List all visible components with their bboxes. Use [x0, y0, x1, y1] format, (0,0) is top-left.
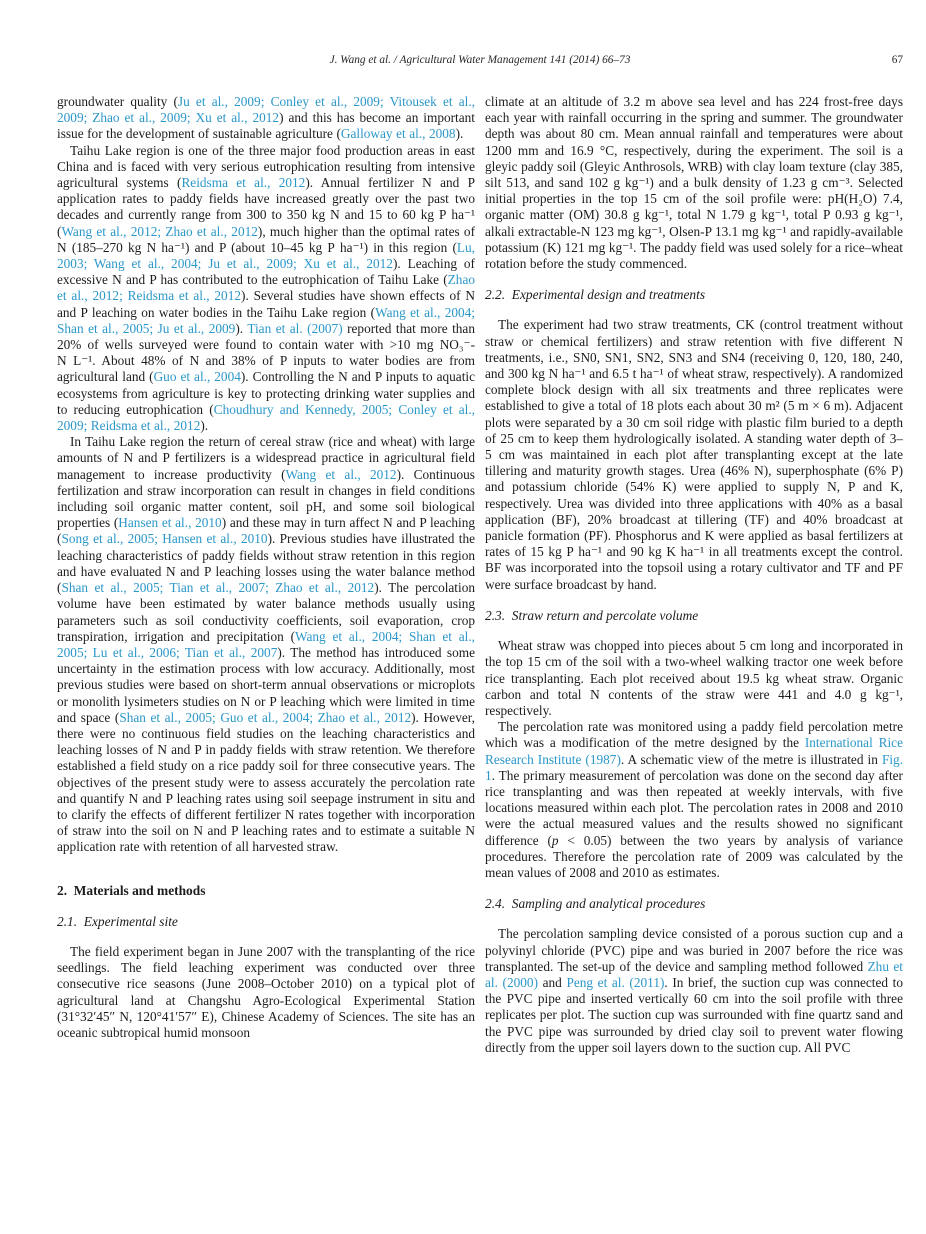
citation-link[interactable]: Wang et al., 2012; Zhao et al., 2012: [61, 223, 258, 239]
paragraph: [485, 638, 903, 719]
text-run: ). Controlling the N and P inputs to aquatic ecosystems from agriculture is key to protecting drinking water supplies and to reducing eutrophication (: [57, 369, 475, 417]
text-run: ). Leaching of excessive N and P has contributed to the eutrophication of Taihu Lake (: [57, 256, 475, 288]
paragraph: [57, 944, 475, 1041]
text-run: ). Several studies have shown effects of N and P leaching on water bodies in the Taihu Lake region (: [57, 288, 475, 320]
citation-link[interactable]: Song et al., 2005; Hansen et al., 2010: [61, 531, 268, 547]
text-run: ).: [455, 126, 464, 142]
text-run: groundwater quality (: [57, 94, 178, 109]
text-run: ). Continuous fertilization and straw incorporation can result in changes in field conditions including soil organic matter content, soil pH, and some soil biological properties (: [57, 466, 475, 531]
text-run: ). However, there were no continuous field studies on the leaching characteristics and leaching losses of N and P in paddy fields with straw retention. We therefore established a field study on a rice paddy soil for three consecutive years. The objectives of the present study were to assess accurately the percolation rate and quantify N and P leaching rates using soil seepage instrument in situ and to clarify the effects of different fertilizer N rates together with incorporation of straw into the soil on N and P leaching rates and to estimate a suitable N application rate with retention of all harvested straw.: [57, 709, 475, 855]
right-column: [485, 94, 903, 1194]
citation-link[interactable]: Wang et al., 2012: [285, 466, 397, 482]
citation-link[interactable]: Galloway et al., 2008: [340, 126, 456, 142]
text-run: The field experiment began in June 2007 with the transplanting of the rice seedlings. The field leaching experiment was conducted over three consecutive rice seasons (June 2008–October 2010) on a typical plot of agricultural land at Changshu Agro-Ecological Experimental Station (31°32′45″ N, 120°41′57″ E), Chinese Academy of Sciences. The site has an oceanic subtropical humid monsoon: [57, 943, 475, 1040]
text-run: Wheat straw was chopped into pieces about 5 cm long and incorporated in the top 15 cm of the soil with a two-wheel walking tractor one week before rice transplanting. Each plot received about 19.5 kg wheat straw. Organic carbon and total N contents of the straw were 441 and 4.0 g kg⁻¹, respectively.: [485, 638, 903, 718]
citation-link[interactable]: Zhu et al. (2000): [485, 958, 903, 990]
citation-link[interactable]: Wang et al., 2004; Shan et al., 2005; Ju et al., 2009: [57, 304, 475, 336]
text-run: ) and these may in turn affect N and P leaching (: [57, 515, 475, 547]
paragraph: [57, 143, 475, 435]
paragraph: [485, 926, 903, 1056]
citation-link[interactable]: Choudhury and Kennedy, 2005; Conley et al., 2009; Reidsma et al., 2012: [57, 401, 475, 434]
text-run: Taihu Lake region is one of the three major food production areas in east China and is faced with very serious eutrophication resulting from intensive agricultural systems (: [57, 142, 475, 191]
citation-link[interactable]: International Rice Research Institute (1987): [485, 735, 903, 767]
page-number: 67: [891, 54, 903, 66]
text-run: ). Annual fertilizer N and P application rates to paddy fields have increased greatly over the past two decades and currently range from 300 to 350 kg N and 15 to 60 kg P ha⁻¹ (: [57, 175, 475, 239]
running-title: J. Wang et al. / Agricultural Water Management 141 (2014) 66–73: [329, 54, 631, 66]
text-run: . The primary measurement of percolation was done on the second day after rice transplanting and was then repeated at weekly intervals, with five locations measured within each plot. The percolation rates in 2008 and 2010 were the actual measured values and the results showed no significant difference (: [485, 767, 903, 848]
paragraph: [57, 94, 475, 143]
text-run: ).: [235, 320, 248, 336]
citation-link[interactable]: Guo et al., 2004: [153, 369, 241, 385]
left-column: [57, 94, 475, 1194]
text-run: ), much higher than the optimal rates of N (185–270 kg N ha⁻¹) and P (about 10–45 kg P ha⁻¹) in this region (: [57, 223, 475, 255]
citation-link[interactable]: Wang et al., 2004; Shan et al., 2005; Lu et al., 2006; Tian et al., 2007: [57, 628, 475, 660]
text-run: ) and this has become an important issue for the development of sustainable agriculture (: [57, 110, 475, 142]
citation-link[interactable]: Tian et al. (2007): [247, 320, 343, 336]
text-run: The percolation rate was monitored using a paddy field percolation metre which was a modification of the metre designed by the: [485, 719, 903, 751]
text-run: and: [538, 974, 567, 990]
article-body: [57, 94, 903, 1194]
text-run: < 0.05) between the two years by analysis of variance procedures. Therefore the percolation rate of 2009 was calculated by the mean values of 2008 and 2010 as estimates.: [485, 832, 903, 880]
text-run: ).: [200, 418, 209, 434]
text-run: The percolation sampling device consisted of a porous suction cup and a polyvinyl chloride (PVC) pipe and was buried in 2007 before the rice was transplanted. The set-up of the device and sampling method followed: [485, 926, 903, 974]
subsection-heading: 2.3. Straw return and percolate volume: [485, 607, 699, 623]
text-run: ). Previous studies have illustrated the leaching characteristics of paddy fields without straw retention in this region and have evaluated N and P leaching losses using the water balance method (: [57, 531, 475, 596]
paragraph: [485, 94, 903, 272]
citation-link[interactable]: Lu, 2003; Wang et al., 2004; Ju et al., 2009; Xu et al., 2012: [57, 239, 475, 272]
subsection-heading: 2.1. Experimental site: [57, 913, 178, 929]
text-run: The experiment had two straw treatments, CK (control treatment without straw or chemical fertilizers) and straw retention with five different N treatments, i.e., SN0, SN1, SN2, SN3 and SN4 (receiving 0, 120, 180, 240, and 300 kg N ha⁻¹ and 6.5 t ha⁻¹ of wheat straw, respectively). A randomized complete block design with all six treatments and three replicates were established to give a total of 18 plots each about 30 m² (5 m × 6 m). Adjacent plots were separated by a 30 cm soil ridge with plastic film buried to a depth of 25 cm to keep them hydrologically isolated. A standing water depth of 3–5 cm was maintained in each plot after transplanting except at the late tillering and maturity growth stages. Urea (46% N), superphosphate (6% P) and potassium chloride (54% K) were applied to supply N, P and K, respectively. Urea was divided into three applications with 40% as a basal application (BF), 20% broadcast at tillering (TF) and 40% broadcast at panicle formation (PF). Phosphorus and K were applied as basal fertilizers at rates of 15 kg P ha⁻¹ and 90 kg K ha⁻¹ in all treatments except the control. BF was incorporated into the topsoil using a rotary cultivator and TF and PF were surface broadcast by hand.: [485, 317, 903, 592]
section-heading: 2. Materials and methods: [57, 882, 206, 898]
text-run: climate at an altitude of 3.2 m above sea level and has 224 frost-free days each year with rainfall occurring in the spring and summer. The groundwater depth was about 80 cm. Mean annual rainfall and temperatures were about 1200 mm and 16.9 °C, respectively, during the experiment. The soil is a gleyic paddy soil (Gleyic Anthrosols, WRB) with clay loam texture (clay 385, silt 513, and sand 102 g kg⁻¹) and a bulk density of 1.23 g cm⁻³. Selected initial properties in the top 15 cm of the soil profile were: pH(H₂O) 7.4, organic matter (OM) 30.8 g kg⁻¹, total N 1.79 g kg⁻¹, total P 0.93 g kg⁻¹, alkali extractable-N 123 mg kg⁻¹, Olsen-P 13.1 mg kg⁻¹ and rapidly-available potassium (K) 121 mg kg⁻¹. The paddy field was used solely for a rice–wheat rotation before the study commenced.: [485, 94, 903, 272]
paragraph: [57, 434, 475, 855]
text-run: ). The method has introduced some uncertainty in the estimation process with low accuracy. Additionally, most previous studies were based on short-term annual observations or microplots or monolith lysimeters studies on N or P leaching which were limited in time and space (: [57, 644, 475, 725]
citation-link[interactable]: Shan et al., 2005; Tian et al., 2007; Zhao et al., 2012: [61, 580, 375, 596]
subsection-heading: 2.2. Experimental design and treatments: [485, 287, 706, 303]
citation-link[interactable]: Fig. 1: [485, 751, 903, 783]
text-run: reported that more than 20% of wells surveyed were found to contain water with >10 mg NO₃⁻-N L⁻¹. About 48% of N and 38% of P inputs to water bodies are from agricultural land (: [57, 320, 475, 385]
text-run: p: [551, 832, 559, 848]
citation-link[interactable]: Shan et al., 2005; Guo et al., 2004; Zhao et al., 2012: [119, 709, 412, 725]
citation-link[interactable]: Peng et al. (2011): [566, 974, 665, 990]
subsection-heading: 2.4. Sampling and analytical procedures: [485, 896, 706, 912]
text-run: In Taihu Lake region the return of cereal straw (rice and wheat) with large amounts of N and P fertilizers is a widespread practice in agricultural field management to increase productivity (: [57, 434, 475, 482]
text-run: . A schematic view of the metre is illustrated in: [620, 751, 882, 767]
text-run: ). The percolation volume have been estimated by water balance methods usually using parameters such as soil conductivity coefficients, soil evaporation, crop transpiration, irrigation and precipitation (: [57, 580, 475, 644]
citation-link[interactable]: Zhao et al., 2012; Reidsma et al., 2012: [57, 272, 475, 304]
text-run: . In brief, the suction cup was connected to the PVC pipe and inserted vertically 60 cm into the soil profile with three replicates per plot. The suction cup was surrounded with fine quartz sand and the PVC pipe was surrounded by dried clay soil to prevent water flowing directly from the upper soil layers down to the suction cup. All PVC: [485, 974, 903, 1055]
citation-link[interactable]: Hansen et al., 2010: [118, 515, 222, 531]
citation-link[interactable]: Ju et al., 2009; Conley et al., 2009; Vitousek et al., 2009; Zhao et al., 2009; Xu et al., 2012: [57, 94, 475, 126]
paragraph: [485, 719, 903, 881]
page-header: [57, 53, 903, 69]
citation-link[interactable]: Reidsma et al., 2012: [181, 175, 306, 191]
paragraph: [485, 317, 903, 592]
